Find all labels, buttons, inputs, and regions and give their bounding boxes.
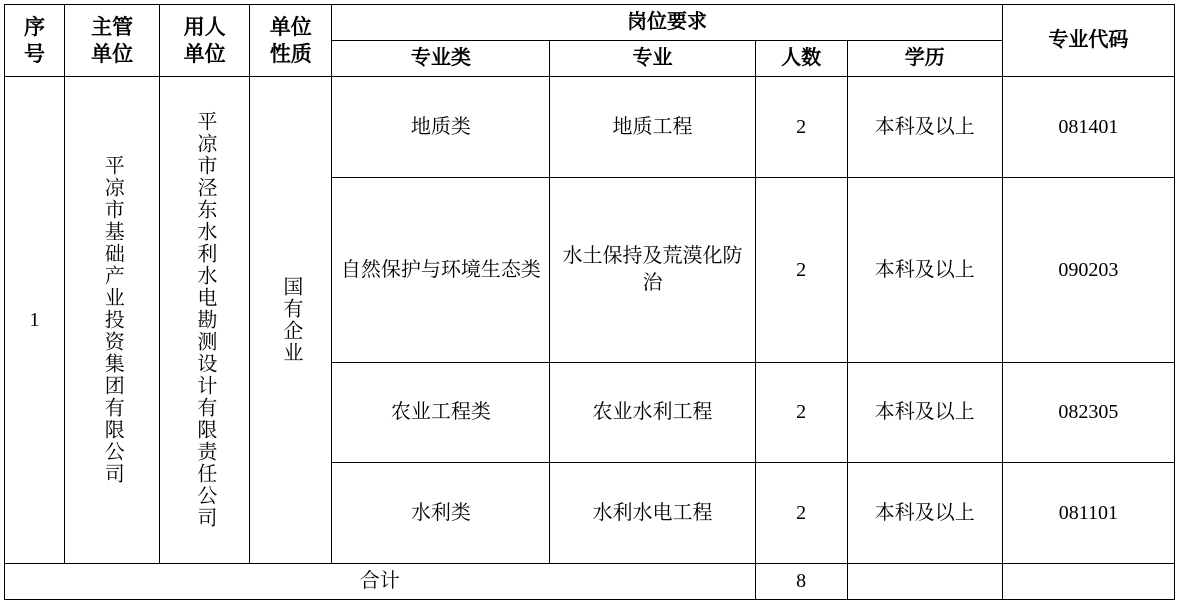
header-major-category: 专业类 xyxy=(332,41,550,77)
cell-major: 农业水利工程 xyxy=(550,362,755,463)
cell-education: 本科及以上 xyxy=(847,463,1002,564)
cell-major-category: 水利类 xyxy=(332,463,550,564)
cell-education: 本科及以上 xyxy=(847,77,1002,178)
cell-major-code: 081101 xyxy=(1002,463,1174,564)
header-education: 学历 xyxy=(847,41,1002,77)
total-education xyxy=(847,563,1002,599)
header-unit-nature xyxy=(250,5,332,77)
cell-major: 水利水电工程 xyxy=(550,463,755,564)
cell-headcount: 2 xyxy=(755,77,847,178)
table-header-row-1 xyxy=(5,5,1175,41)
total-label: 合计 xyxy=(5,563,756,599)
recruitment-table xyxy=(4,4,1175,600)
header-admin-unit-line2: 单位 xyxy=(91,41,134,66)
header-major: 专业 xyxy=(550,41,755,77)
header-seq-line1: 序 xyxy=(24,15,46,40)
cell-major-category: 地质类 xyxy=(332,77,550,178)
header-seq-line2: 号 xyxy=(24,41,46,66)
cell-admin-unit-text: 平凉市基础产业投资集团有限公司 xyxy=(101,155,124,486)
header-employer-unit xyxy=(160,5,250,77)
total-headcount: 8 xyxy=(755,563,847,599)
header-position-requirements: 岗位要求 xyxy=(332,5,1003,41)
header-unit-nature-line2: 性质 xyxy=(269,41,312,66)
header-admin-unit xyxy=(65,5,160,77)
header-headcount: 人数 xyxy=(755,41,847,77)
cell-admin-unit xyxy=(65,77,160,564)
cell-employer-unit-text: 平凉市泾东水利水电勘测设计有限责任公司 xyxy=(193,111,216,530)
cell-major-category: 农业工程类 xyxy=(332,362,550,463)
cell-headcount: 2 xyxy=(755,177,847,362)
cell-seq: 1 xyxy=(5,77,65,564)
cell-education: 本科及以上 xyxy=(847,362,1002,463)
cell-major-code: 090203 xyxy=(1002,177,1174,362)
cell-headcount: 2 xyxy=(755,362,847,463)
cell-unit-nature-text: 国有企业 xyxy=(279,276,302,365)
header-major-code: 专业代码 xyxy=(1002,5,1174,77)
header-admin-unit-line1: 主管 xyxy=(91,15,134,40)
cell-major: 地质工程 xyxy=(550,77,755,178)
cell-major-category: 自然保护与环境生态类 xyxy=(332,177,550,362)
cell-unit-nature xyxy=(250,77,332,564)
cell-employer-unit xyxy=(160,77,250,564)
header-employer-unit-line2: 单位 xyxy=(183,41,226,66)
cell-major-code: 081401 xyxy=(1002,77,1174,178)
header-employer-unit-line1: 用人 xyxy=(183,15,226,40)
table-row xyxy=(5,77,1175,178)
cell-major-code: 082305 xyxy=(1002,362,1174,463)
header-unit-nature-line1: 单位 xyxy=(269,15,312,40)
cell-headcount: 2 xyxy=(755,463,847,564)
cell-major: 水土保持及荒漠化防治 xyxy=(550,177,755,362)
header-seq xyxy=(5,5,65,77)
cell-education: 本科及以上 xyxy=(847,177,1002,362)
total-major-code xyxy=(1002,563,1174,599)
table-total-row xyxy=(5,563,1175,599)
